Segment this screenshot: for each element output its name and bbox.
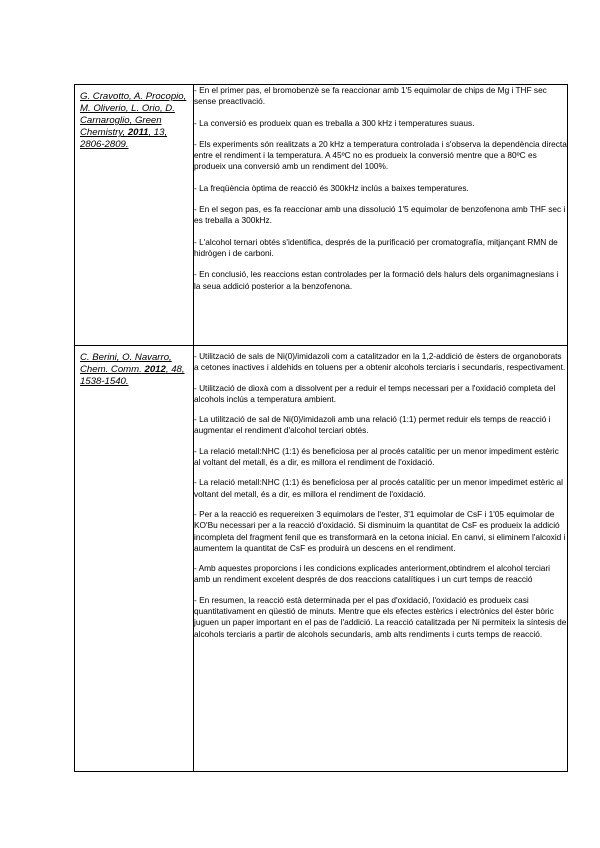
note-item: - La conversió es produeix quan es treballa a 300 kHz i temperatures suaus. xyxy=(194,117,475,128)
reference-authors: C. Berini, O. Navarro, xyxy=(80,352,172,363)
reference-pages: , 13, 2806-2809. xyxy=(80,127,168,150)
table-row xyxy=(75,346,568,772)
note-item: - Amb aquestes proporcions i les condicions explicades anteriorment,obtindrem el alcohol terciari amb un rendiment excelent després de dos reaccions catalítiques i un curt temps de reacció xyxy=(194,563,551,585)
references-table xyxy=(74,84,568,772)
note-item: - Per a la reacció es requereixen 3 equimolars de l'ester, 3'1 equimolar de CsF i 1'05 equimolar de KO'Bu necessari per a la reacció d'oxidació. Si disminuim la quantitat de CsF es produeix la addició incompleta del fragment fenil que es transformarà en la cetona inicial. En canvi, si eliminem l'alcoxid i aumentem la quantitat de CsF es produirà un descens en el rendiment. xyxy=(194,508,566,553)
reference-year: 2012 xyxy=(144,364,166,375)
reference-citation xyxy=(75,85,193,151)
note-item: - En conclusió, les reaccions estan controlades per la formació dels halurs dels organimagnesians i la seua addició posterior a la benzofenona. xyxy=(194,269,559,291)
reference-authors: G. Cravotto, A. Procopio, M. Oliverio, L. Orio, D. Carnaroglio, xyxy=(80,91,187,126)
note-item: - La utilització de sal de Ni(0)/imidazoli amb una relació (1:1) permet reduir els temps de reacció i augmentar el rendiment d'alcohol terciari obtés. xyxy=(194,414,551,436)
note-item: - Utilització de sals de Ni(0)/imidazoli com a catalitzador en la 1,2-addició de èsters de organoborats a cetones inactives i aldehids en toluens per a obtenir alcohols terciaris i secundaris, respectivament. xyxy=(194,351,566,373)
note-item: - L'alcohol ternari obtés s'identifica, després de la purificació per cromatografía, mitjançant RMN de hidrògen i de carboni. xyxy=(194,236,558,258)
notes-cell xyxy=(194,85,568,346)
reference-cell xyxy=(75,85,194,346)
notes-cell xyxy=(194,346,568,772)
reference-citation xyxy=(75,346,193,388)
note-item: - En resumen, la reacció està determinada per el pas d'oxidació, l'oxidació es produeix casi quantitativament en qüestió de minuts. Mentre que els efectes estèrics i electrònics del èster bòric juguen un paper important en el pas de l'addició. La reacció catalitzada per Ni permiteix la síntesis de alcohols terciaris a partir de alcohols secundaris, amb alts rendiments i curts temps de reacció. xyxy=(194,594,567,639)
note-item: - La relació metall:NHC (1:1) és beneficiosa per al procés catalític per un menor impedimet estèric al voltant del metall, és a dir, es millora el rendiment de l'oxidació. xyxy=(194,477,563,499)
reference-journal: Green Chemistry, xyxy=(80,115,162,138)
reference-cell xyxy=(75,346,194,772)
note-item: - Els experiments són realitzats a 20 kHz a temperatura controlada i s'observa la dependència directa entre el rendiment i la temperatura. A 45ºC no es produeix la conversió mentre que a 80ºC es produeix una conversió amb un rendiment del 100%. xyxy=(194,138,567,172)
note-item: - En el segon pas, es fa reaccionar amb una dissolució 1'5 equimolar de benzofenona amb THF sec i es treballa a 300kHz. xyxy=(194,204,566,226)
note-item: - Utilització de dioxà com a dissolvent per a reduir el temps necessari per a l'oxidació completa del alcohols inclús a temperatura ambient. xyxy=(194,382,556,404)
reference-pages: , 48, 1538-1540. xyxy=(80,364,185,387)
reference-journal: Chem. Comm. xyxy=(80,364,142,375)
note-item: - La relació metall:NHC (1:1) és beneficiosa per al procés catalític per un menor impediment estèric al voltant del metall, és a dir, es millora el rendiment de l'oxidació. xyxy=(194,445,559,468)
note-item: - La freqüència òptima de reacció és 300kHz inclús a baixes temperatures. xyxy=(194,182,469,193)
table-row xyxy=(75,85,568,346)
reference-year: 2011 xyxy=(127,127,149,138)
note-item: - En el primer pas, el bromobenzè se fa reaccionar amb 1'5 equimolar de chips de Mg i THF sec sense preactivació. xyxy=(194,85,547,107)
